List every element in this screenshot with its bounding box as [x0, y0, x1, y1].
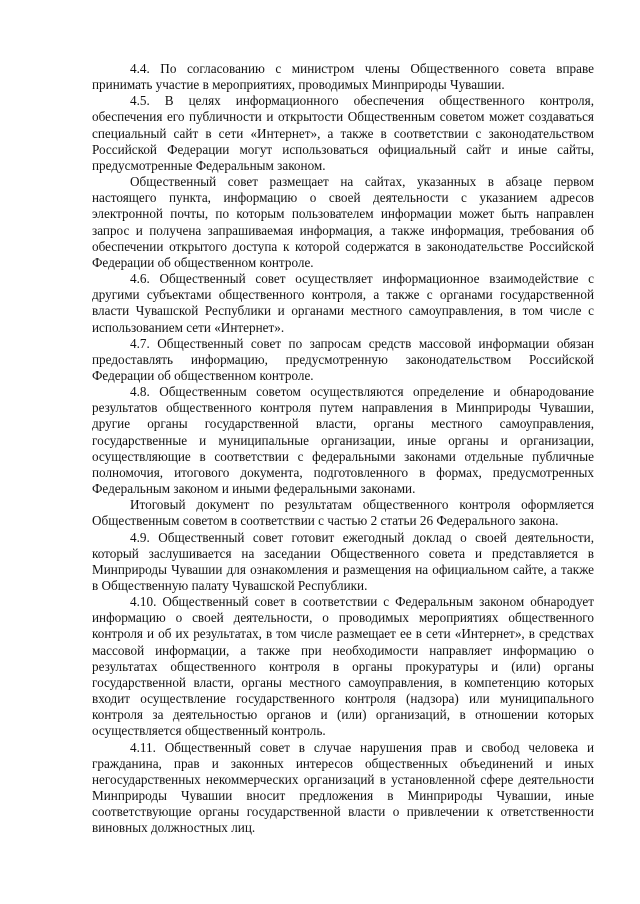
paragraph-4-8: 4.8. Общественным советом осуществляются определение и обнародование результатов общественного контроля путем направления в Минприроды Чувашии, другие органы государственной власти, органы местного самоуправления, государственные и муниципальные организации, иные органы и организации, осуществляющие в соответствии с федеральными законами отдельные публичные полномочия, итогового документа, подготовленного в формах, предусмотренных Федеральным законом и иными федеральными законами. — [92, 384, 594, 497]
paragraph-4-10: 4.10. Общественный совет в соответствии с Федеральным законом обнародует информацию о своей деятельности, о проводимых мероприятиях общественного контроля и об их результатах, в том числе размещает ее в сети «Интернет», в средствах массовой информации, а также при необходимости направляет информацию о результатах общественного контроля в органы прокуратуры и (или) органы государственной власти, органы местного самоуправления, в компетенцию которых входит осуществление государственного контроля (надзора) или муниципального контроля за деятельностью органов и (или) организаций, в отношении которых осуществляется общественный контроль. — [92, 594, 594, 739]
paragraph-4-9: 4.9. Общественный совет готовит ежегодный доклад о своей деятельности, который заслушивается на заседании Общественного совета и представляется в Минприроды Чувашии для ознакомления и размещения на официальном сайте, а также в Общественную палату Чувашской Республики. — [92, 529, 594, 593]
paragraph-4-7: 4.7. Общественный совет по запросам средств массовой информации обязан предоставлять информацию, предусмотренную законодательством Российской Федерации об общественном контроле. — [92, 335, 594, 383]
paragraph-4-5-second: Общественный совет размещает на сайтах, указанных в абзаце первом настоящего пункта, информацию о своей деятельности с указанием адресов электронной почты, по которым пользователем информации может быть направлен запрос и получена запрашиваемая информация, а также информация, требования об обеспечении открытого доступа к которой содержатся в законодательстве Российской Федерации об общественном контроле. — [92, 174, 594, 270]
paragraph-4-5: 4.5. В целях информационного обеспечения общественного контроля, обеспечения его публичности и открытости Общественным советом может создаваться специальный сайт в сети «Интернет», а также в соответствии с законодательством Российской Федерации могут использоваться официальный сайт и иные сайты, предусмотренные Федеральным законом. — [92, 93, 594, 173]
paragraph-4-11: 4.11. Общественный совет в случае нарушения прав и свобод человека и гражданина, прав и законных интересов общественных объединений и иных негосударственных некоммерческих организаций в установленной сфере деятельности Минприроды Чувашии вносит предложения в Минприроды Чувашии, иные соответствующие органы государственной власти о привлечении к ответственности виновных должностных лиц. — [92, 739, 594, 836]
paragraph-4-4: 4.4. По согласованию с министром члены Общественного совета вправе принимать участие в мероприятиях, проводимых Минприроды Чувашии. — [92, 61, 594, 93]
paragraph-4-6: 4.6. Общественный совет осуществляет информационное взаимодействие с другими субъектами общественного контроля, а также с органами государственной власти Чувашской Республики и органами местного самоуправления, в том числе с использованием сети «Интернет». — [92, 271, 594, 335]
paragraph-4-8-second: Итоговый документ по результатам общественного контроля оформляется Общественным советом в соответствии с частью 2 статьи 26 Федерального закона. — [92, 497, 594, 529]
document-page — [92, 61, 594, 837]
